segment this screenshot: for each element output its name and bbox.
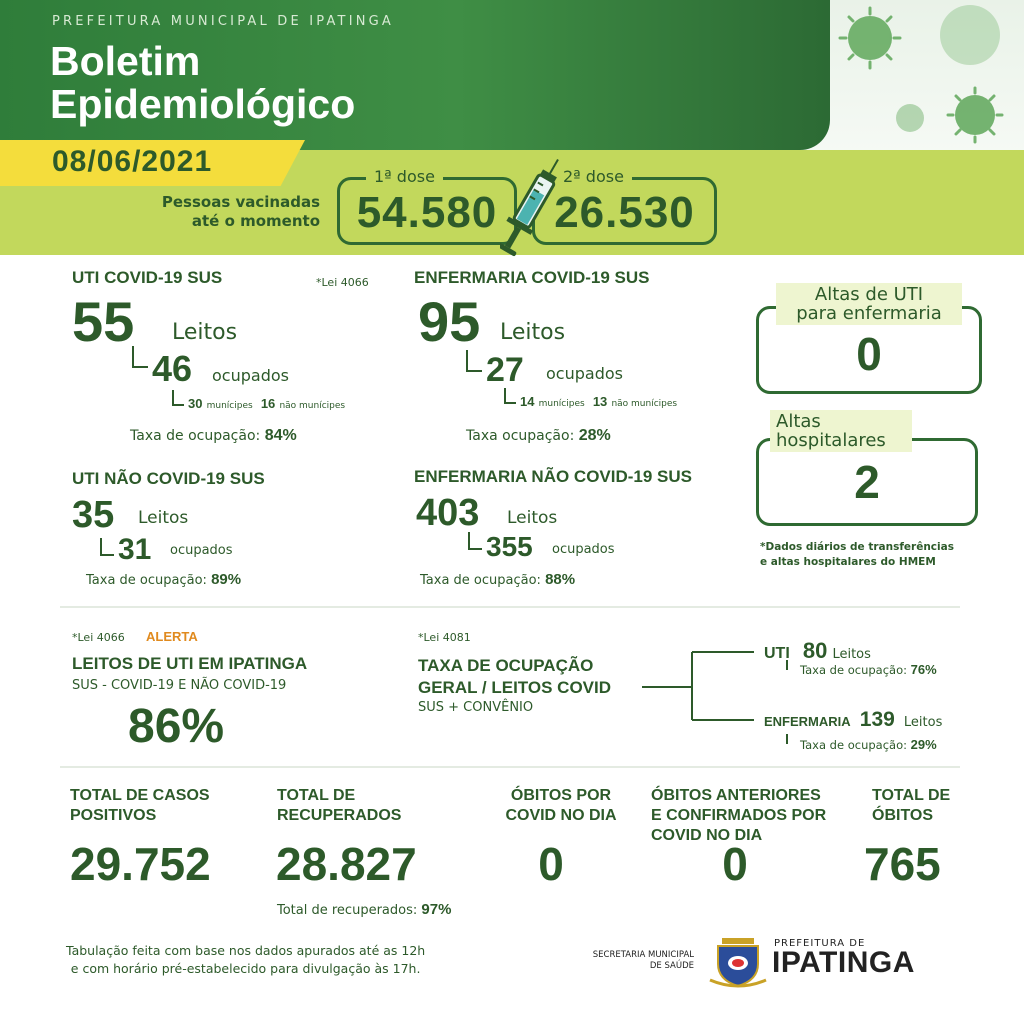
enf-covid-title: ENFERMARIA COVID-19 SUS	[414, 268, 650, 287]
enf-covid-rate: 28%	[578, 427, 611, 444]
logo-small-text: PREFEITURA DE	[774, 938, 866, 949]
altas-uti-label	[776, 283, 962, 325]
total-recovered-rate-label: Total de recuperados:	[277, 903, 418, 918]
prefeitura-label: PREFEITURA MUNICIPAL DE IPATINGA	[52, 14, 395, 29]
total-recovered-label	[277, 786, 401, 826]
altas-note-line-1: *Dados diários de transferências	[760, 541, 954, 553]
altas-uti-label-line-1: Altas de UTI	[814, 284, 924, 305]
uti-covid-law: *Lei 4066	[316, 276, 369, 289]
deaths-prev-label-line-1: ÓBITOS ANTERIORES	[651, 787, 821, 804]
total-recovered-value: 28.827	[276, 838, 417, 890]
deaths-total-value: 765	[864, 838, 941, 890]
total-cases-label-line-2: POSITIVOS	[70, 807, 157, 824]
enf-covid-beds: 95	[418, 290, 481, 353]
uti-covid-beds-label: Leitos	[172, 320, 238, 345]
syringe-icon	[500, 150, 560, 265]
uti-covid-rate-row	[130, 427, 297, 445]
coat-of-arms-icon	[708, 934, 768, 990]
uti-covid-connector	[132, 346, 148, 368]
taxa-geral-uti-connector	[786, 660, 794, 670]
enf-nao-covid-title: ENFERMARIA NÃO COVID-19 SUS	[414, 467, 693, 486]
taxa-geral-uti-rate-label: Taxa de ocupação:	[800, 663, 907, 677]
total-recovered-label-line-2: RECUPERADOS	[277, 807, 402, 824]
uti-nao-covid-connector	[100, 538, 114, 556]
total-recovered-rate: 97%	[421, 901, 452, 918]
taxa-geral-enf-rate: 29%	[910, 737, 937, 752]
footer-note-line-2: e com horário pré-estabelecido para divulgação às 17h.	[70, 961, 421, 976]
uti-covid-rate-label: Taxa de ocupação:	[130, 428, 261, 444]
taxa-geral-enf-rate-row	[800, 737, 937, 752]
taxa-geral-uti-row	[764, 638, 871, 664]
enf-nao-covid-beds-label: Leitos	[507, 508, 558, 528]
taxa-geral-title	[418, 655, 611, 699]
deaths-prev-label	[651, 786, 826, 846]
secretaria-label-line-2: DE SAÚDE	[649, 961, 694, 971]
deaths-day-label-line-2: COVID NO DIA	[505, 807, 617, 824]
separator-2	[60, 766, 960, 768]
uti-covid-non-residents: 16	[260, 396, 276, 411]
taxa-geral-title-line-2: GERAL / LEITOS COVID	[418, 678, 612, 697]
taxa-geral-enf-label: ENFERMARIA	[764, 714, 851, 729]
uti-ipatinga-law: *Lei 4066	[72, 631, 125, 644]
enf-nao-covid-rate: 88%	[545, 571, 576, 588]
enf-nao-covid-connector	[468, 532, 482, 550]
altas-hosp-label	[770, 410, 912, 452]
altas-note	[760, 540, 954, 570]
altas-uti-label-line-2: para enfermaria	[796, 303, 942, 324]
title-line-1: Boletim	[50, 38, 201, 84]
deaths-prev-value: 0	[722, 838, 748, 890]
dose1-value: 54.580	[356, 188, 498, 237]
taxa-geral-law: *Lei 4081	[418, 631, 471, 644]
enf-covid-breakdown	[520, 394, 677, 410]
uti-ipatinga-subtitle: SUS - COVID-19 E NÃO COVID-19	[72, 678, 287, 693]
uti-covid-rate: 84%	[264, 427, 297, 444]
separator-1	[60, 606, 960, 608]
uti-covid-residents: 30	[188, 396, 203, 411]
uti-ipatinga-title: LEITOS DE UTI EM IPATINGA	[72, 654, 308, 673]
deaths-day-label	[496, 786, 626, 826]
taxa-geral-uti-label: UTI	[764, 645, 790, 662]
uti-covid-sub-connector	[172, 390, 184, 406]
vaccinated-label-line-2: até o momento	[191, 212, 320, 230]
secretaria-label-line-1: SECRETARIA MUNICIPAL	[592, 950, 694, 960]
altas-hosp-label-line-2: hospitalares	[776, 430, 886, 451]
deaths-day-value: 0	[538, 838, 564, 890]
taxa-geral-enf-connector	[786, 734, 794, 744]
vaccinated-label-line-1: Pessoas vacinadas	[161, 193, 320, 211]
altas-hosp-value: 2	[854, 456, 880, 508]
page-title	[50, 40, 355, 126]
uti-covid-residents-label: munícipes	[206, 401, 253, 411]
taxa-geral-enf-beds-label: Leitos	[903, 715, 943, 730]
uti-nao-covid-beds: 35	[72, 494, 115, 536]
enf-nao-covid-occupied: 355	[486, 531, 533, 562]
taxa-geral-enf-beds: 139	[859, 708, 895, 731]
altas-note-line-2: e altas hospitalares do HMEM	[760, 556, 936, 568]
deaths-prev-label-line-2: E CONFIRMADOS POR	[651, 807, 827, 824]
uti-covid-occupied: 46	[152, 348, 193, 389]
total-recovered-label-line-1: TOTAL DE	[277, 787, 356, 804]
header	[0, 0, 1024, 255]
uti-covid-breakdown	[188, 396, 345, 412]
taxa-geral-uti-beds-label: Leitos	[832, 647, 871, 662]
enf-covid-rate-row	[466, 427, 611, 445]
dose2-value: 26.530	[554, 188, 695, 237]
total-cases-label	[70, 786, 210, 826]
footer-note-line-1: Tabulação feita com base nos dados apurados até as 12h	[66, 943, 426, 958]
total-cases-label-line-1: TOTAL DE CASOS	[70, 787, 210, 804]
taxa-geral-enf-row	[764, 708, 942, 732]
deaths-prev-label-line-3: COVID NO DIA	[651, 827, 763, 844]
enf-covid-occupied-label: ocupados	[546, 364, 623, 383]
taxa-geral-uti-beds: 80	[802, 638, 828, 663]
bulletin-date: 08/06/2021	[52, 145, 213, 178]
secretaria-label	[588, 950, 694, 972]
enf-covid-occupied: 27	[486, 351, 524, 389]
enf-covid-sub-connector	[504, 388, 516, 404]
uti-covid-title: UTI COVID-19 SUS	[72, 268, 223, 287]
enf-covid-beds-label: Leitos	[500, 320, 566, 345]
total-recovered-rate-row	[277, 901, 451, 918]
logo-ipatinga: IPATINGA	[772, 946, 915, 979]
uti-nao-covid-title: UTI NÃO COVID-19 SUS	[72, 469, 265, 488]
enf-covid-connector	[466, 350, 482, 372]
vaccinated-label	[120, 193, 320, 231]
deaths-total-label-line-2: ÓBITOS	[872, 807, 934, 824]
enf-nao-covid-rate-label: Taxa de ocupação:	[420, 573, 541, 588]
deaths-total-label-line-1: TOTAL DE	[872, 787, 951, 804]
uti-covid-beds: 55	[72, 290, 135, 353]
dose2-label: 2ª dose	[555, 167, 632, 186]
enf-covid-residents: 14	[520, 394, 535, 409]
uti-covid-occupied-label: ocupados	[212, 366, 289, 385]
enf-covid-residents-label: munícipes	[538, 399, 585, 409]
enf-covid-non-residents-label: não munícipes	[611, 399, 678, 409]
uti-nao-covid-occupied: 31	[118, 533, 152, 566]
uti-nao-covid-rate-label: Taxa de ocupação:	[86, 573, 207, 588]
dose1-box	[337, 167, 517, 245]
enf-nao-covid-occupied-label: ocupados	[552, 542, 615, 557]
taxa-geral-uti-rate: 76%	[910, 662, 937, 677]
uti-nao-covid-rate: 89%	[211, 571, 242, 588]
deaths-day-label-line-1: ÓBITOS POR	[510, 787, 612, 804]
taxa-geral-title-line-1: TAXA DE OCUPAÇÃO	[418, 656, 594, 675]
enf-nao-covid-rate-row	[420, 571, 575, 588]
alert-badge: ALERTA	[146, 629, 198, 644]
enf-nao-covid-beds: 403	[416, 492, 480, 534]
taxa-geral-bracket	[640, 640, 760, 730]
uti-ipatinga-rate: 86%	[128, 700, 225, 753]
altas-hosp-label-line-1: Altas	[776, 411, 821, 432]
enf-covid-rate-label: Taxa ocupação:	[466, 428, 575, 444]
title-line-2: Epidemiológico	[50, 81, 356, 127]
uti-covid-non-residents-label: não munícipes	[279, 401, 346, 411]
deaths-total-label	[872, 786, 950, 826]
footer-note	[66, 942, 425, 978]
uti-nao-covid-rate-row	[86, 571, 241, 588]
taxa-geral-subtitle: SUS + CONVÊNIO	[418, 700, 534, 715]
uti-nao-covid-occupied-label: ocupados	[170, 543, 233, 558]
dose1-label: 1ª dose	[366, 167, 443, 186]
uti-nao-covid-beds-label: Leitos	[138, 508, 189, 528]
taxa-geral-enf-rate-label: Taxa de ocupação:	[800, 738, 907, 752]
taxa-geral-uti-rate-row	[800, 662, 937, 677]
altas-uti-value: 0	[856, 328, 882, 380]
total-cases-value: 29.752	[70, 838, 211, 890]
enf-covid-non-residents: 13	[592, 394, 608, 409]
